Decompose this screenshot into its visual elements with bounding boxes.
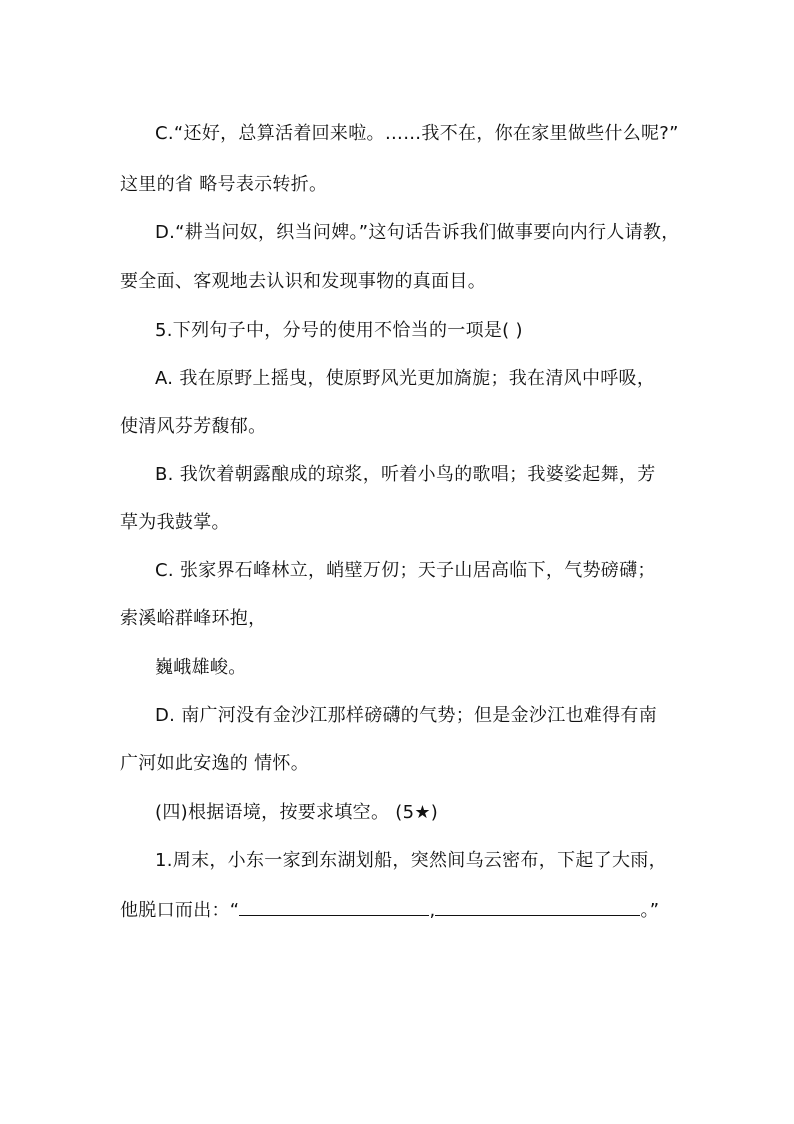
q5-option-b-line-2: 草为我鼓掌。 bbox=[120, 512, 230, 533]
section-4-heading: (四)根据语境，按要求填空。 (5★) bbox=[155, 802, 439, 823]
option-c-line-1: C.“还好，总算活着回来啦。……我不在，你在家里做些什么呢?” bbox=[155, 123, 679, 144]
answer-blank-1[interactable] bbox=[239, 897, 429, 916]
option-d-line-1: D.“耕当问奴，织当问婢。”这句话告诉我们做事要向内行人请教， bbox=[155, 222, 680, 243]
fill-in-line bbox=[120, 897, 659, 923]
q5-option-d-line-1: D. 南广河没有金沙江那样磅礴的气势；但是金沙江也难得有南 bbox=[155, 705, 658, 726]
q5-option-d-line-2: 广河如此安逸的 情怀。 bbox=[120, 753, 310, 774]
q5-option-a-line-2: 使清风芬芳馥郁。 bbox=[120, 416, 267, 437]
option-d-line-2: 要全面、客观地去认识和发现事物的真面目。 bbox=[120, 271, 486, 292]
q5-option-a-line-1: A. 我在原野上摇曳，使原野风光更加旖旎；我在清风中呼吸， bbox=[155, 368, 656, 389]
q5-option-b-line-1: B. 我饮着朝露酿成的琼浆，听着小鸟的歌唱；我婆娑起舞，芳 bbox=[155, 464, 656, 485]
question-5: 5.下列句子中，分号的使用不恰当的一项是( ) bbox=[155, 320, 523, 341]
q5-option-c-line-1: C. 张家界石峰林立，峭壁万仞；天子山居高临下，气势磅礴； bbox=[155, 560, 656, 581]
answer-blank-2[interactable] bbox=[435, 897, 640, 916]
fill-prefix: 他脱口而出：“ bbox=[120, 900, 240, 921]
section-4-question-1: 1.周末，小东一家到东湖划船，突然间乌云密布，下起了大雨， bbox=[155, 850, 667, 871]
q5-option-c-line-2: 索溪峪群峰环抱， bbox=[120, 608, 267, 629]
option-c-line-2: 这里的省 略号表示转折。 bbox=[120, 174, 328, 195]
q5-option-c-line-3: 巍峨雄峻。 bbox=[155, 657, 247, 678]
fill-suffix: 。” bbox=[640, 900, 660, 921]
fill-separator: , bbox=[429, 900, 436, 921]
